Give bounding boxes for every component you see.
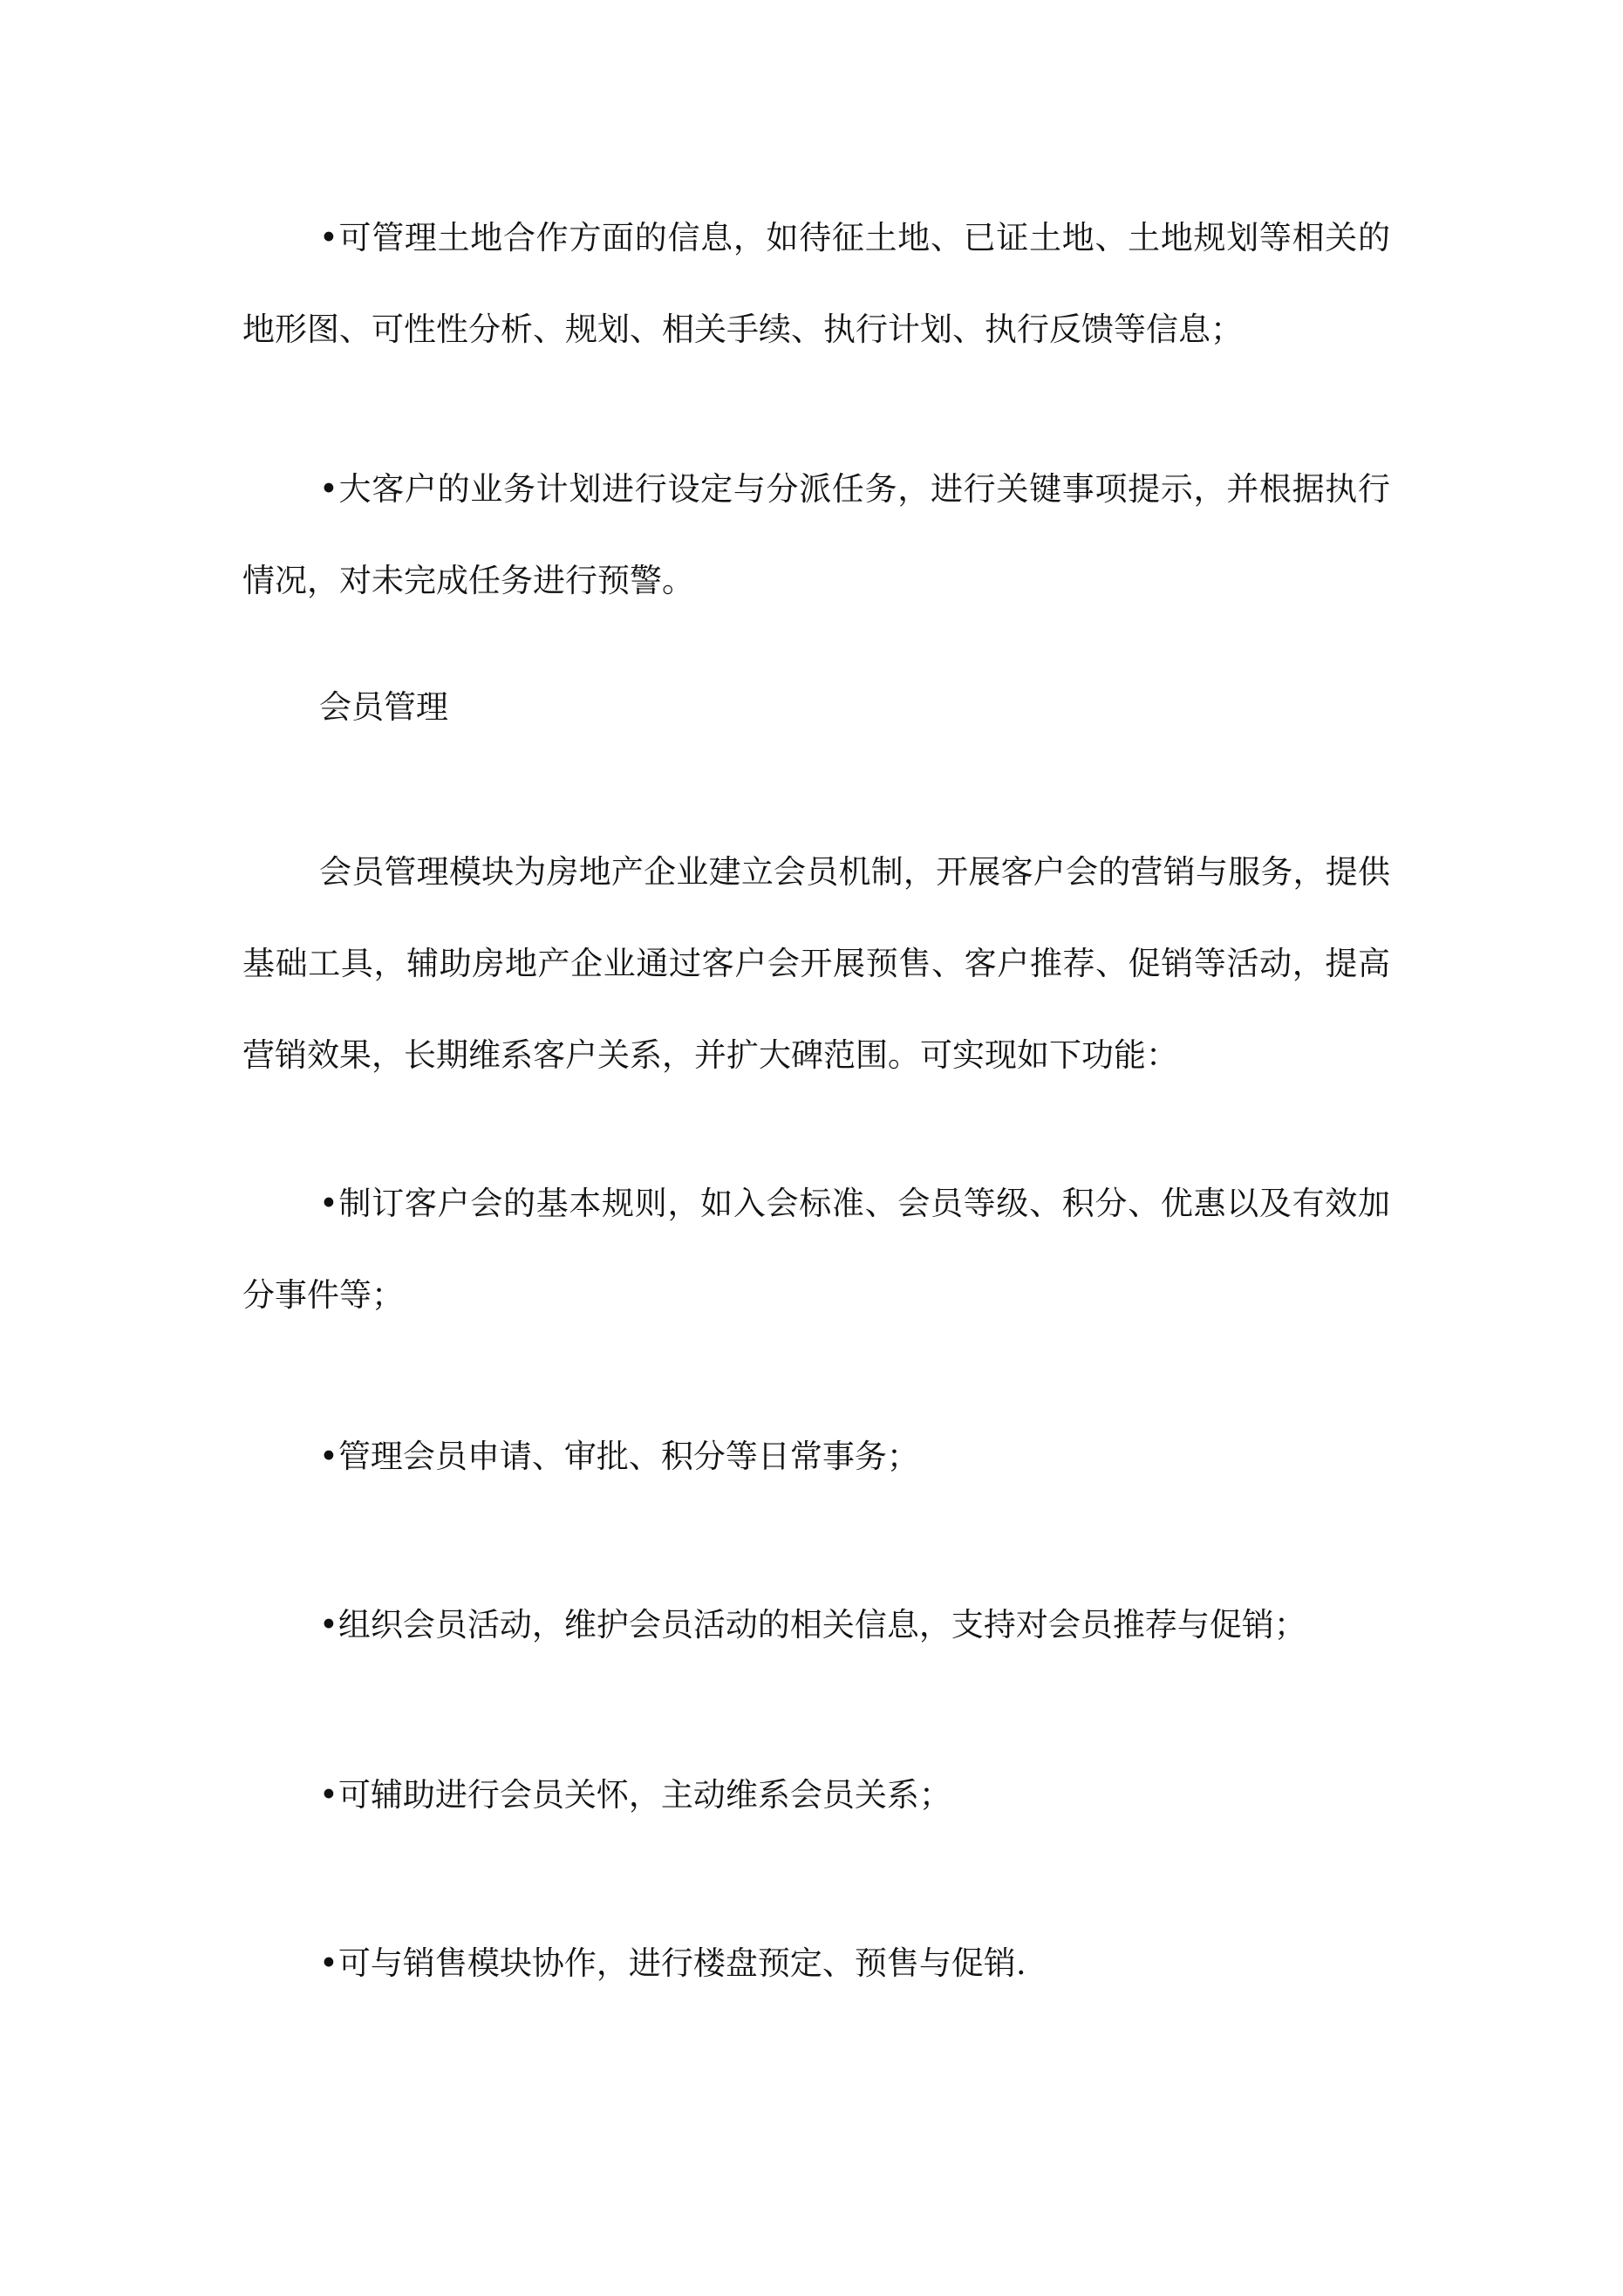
paragraph-club-rules: •制订客户会的基本规则，如入会标准、会员等级、积分、优惠以及有效加分事件等； [242, 1185, 1390, 1314]
paragraph-member-activities: •组织会员活动，维护会员活动的相关信息，支持对会员推荐与促销； [319, 1606, 1306, 1643]
paragraph-member-care: •可辅助进行会员关怀，主动维系会员关系； [319, 1776, 951, 1814]
paragraph-sales-cooperation: •可与销售模块协作，进行楼盘预定、预售与促销. [319, 1944, 1026, 1982]
section-heading-member-management: 会员管理 [319, 688, 448, 726]
paragraph-key-account-plan: •大客户的业务计划进行设定与分派任务，进行关键事项提示，并根据执行情况，对未完成任务进行预警。 [242, 470, 1390, 599]
paragraph-land-cooperation: •可管理土地合作方面的信息，如待征土地、已证土地、土地规划等相关的地形图、可性性分析、规划、相关手续、执行计划、执行反馈等信息； [242, 219, 1390, 348]
paragraph-member-affairs: •管理会员申请、审批、积分等日常事务； [319, 1438, 919, 1475]
paragraph-member-module-intro: 会员管理模块为房地产企业建立会员机制，开展客户会的营销与服务，提供基础工具，辅助房地产企业通过客户会开展预售、客户推荐、促销等活动，提高营销效果，长期维系客户关系，并扩大碑范围。可实现如下功能： [242, 853, 1390, 1074]
